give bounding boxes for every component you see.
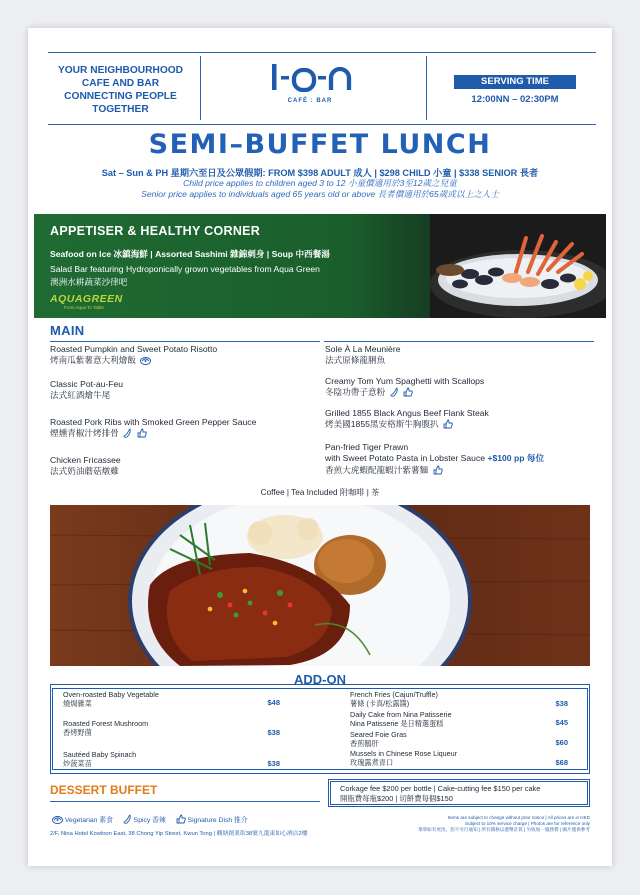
dish-name-line2: with Sweet Potato Pasta in Lobster Sauce <box>325 453 486 464</box>
corkage-zh: 開瓶費每瓶$200 | 切餅費每個$150 <box>340 794 453 803</box>
main-dish <box>50 455 121 478</box>
appetiser-banner <box>34 214 606 318</box>
addon-name: Oven-roasted Baby Vegetable <box>63 690 159 699</box>
dish-name-zh: 煙燻青椒汁烤排骨 <box>50 428 119 439</box>
main-rule <box>50 341 320 342</box>
addon-name: Sautéed Baby Spinach <box>63 750 137 759</box>
addon-name-zh: 香煎鵝肝 <box>350 739 379 749</box>
fine-print-line: Items are subject to change without prior notice | All prices are in HKD <box>447 815 590 820</box>
signature-dish-icon <box>137 428 147 438</box>
dish-name: Creamy Tom Yum Spaghetti with Scallops <box>325 376 485 386</box>
appetiser-items: Seafood on Ice 冰鎮海鮮 | Assorted Sashimi 雜錦刺身 | Soup 中西餐湯 <box>50 249 330 259</box>
salad-bar-line: Salad Bar featuring Hydroponically grown vegetables from Aqua Green <box>50 264 320 274</box>
surcharge: +$100 pp 每位 <box>487 453 545 464</box>
dish-name-zh: 法式奶油蘑菇燉雞 <box>50 466 119 477</box>
spicy-icon <box>123 814 132 824</box>
legend-signature: Signature Dish 推介 <box>187 817 248 824</box>
header-bottom-rule <box>48 124 596 125</box>
dish-name-zh: 烤南瓜紫薯意大利燴飯 <box>50 355 136 366</box>
dish-name: Sole À La Meunière <box>325 344 401 354</box>
beverage-note: Coffee | Tea Included 附咖啡 | 茶 <box>260 488 380 497</box>
addon-name-zh: 薯條 (卡真/松露醬) <box>350 699 410 709</box>
signature-dish-icon <box>443 419 453 429</box>
tagline-line: CONNECTING PEOPLE <box>64 91 177 102</box>
dish-name: Classic Pot-au-Feu <box>50 379 124 389</box>
addon-name: Seared Foie Gras <box>350 730 407 739</box>
logo-subtitle: CAFÉ : BAR <box>287 98 333 104</box>
aqua-green-logo <box>50 293 123 310</box>
spicy-icon <box>390 387 399 397</box>
addon-price: $38 <box>267 759 280 768</box>
fine-print-line: Subject to 10% service charge | Photos are for reference only <box>464 821 590 827</box>
addon-name-zh: 香烤野菌 <box>63 728 92 738</box>
addon-name: French Fries (Cajun/Truffle) <box>350 690 438 699</box>
addon-name-zh: 燒焗雜菜 <box>63 699 92 709</box>
header-divider <box>426 56 427 120</box>
addon-item <box>350 730 407 748</box>
senior-price-note: Senior price applies to individuals aged 65 years old or above 長者價適用於65歲或以上之人士 <box>141 189 499 199</box>
addon-price: $60 <box>555 738 568 747</box>
addon-name-zh: 炒菠菜苗 <box>63 759 92 769</box>
legend-vegetarian: Vegetarian 素食 <box>64 817 113 824</box>
addon-item <box>350 749 457 767</box>
corkage-en: Corkage fee $200 per bottle | Cake-cutting fee $150 per cake <box>340 784 541 793</box>
appetiser-title: APPETISER & HEALTHY CORNER <box>50 224 261 238</box>
icon-legend <box>50 814 254 824</box>
main-dish <box>325 344 400 367</box>
dish-name-zh: 法式紅酒燴牛尾 <box>50 390 111 401</box>
tagline-line: TOGETHER <box>92 104 149 115</box>
addon-name-zh: Nina Patisserie 是日精選蛋糕 <box>350 719 444 729</box>
addon-heading: ADD-ON <box>294 672 346 687</box>
dish-name-zh: 法式原條龍脷魚 <box>325 355 386 366</box>
addon-price: $38 <box>267 728 280 737</box>
seafood-photo <box>430 214 606 318</box>
addon-name: Mussels in Chinese Rose Liqueur <box>350 749 458 758</box>
dish-name: Chicken Fricassee <box>50 455 121 465</box>
spicy-icon <box>123 428 132 438</box>
aqua-green-tagline: From Aqua To Table <box>64 305 104 310</box>
addon-name-zh: 玫瑰露煮青口 <box>350 758 394 768</box>
addon-item <box>350 710 451 728</box>
main-dish <box>325 408 489 431</box>
salad-bar-line-zh: 澳洲水耕蔬菜沙律吧 <box>50 277 128 287</box>
signature-dish-icon <box>176 814 186 824</box>
header-divider <box>200 56 201 120</box>
aqua-green-wordmark: AQUAGREEN <box>50 293 123 305</box>
signature-dish-icon <box>403 387 413 397</box>
beef-dish-photo <box>50 505 590 666</box>
tagline-line: YOUR NEIGHBOURHOOD <box>57 65 184 76</box>
vegetarian-icon <box>52 815 63 824</box>
fine-print-line: 菜單如有更改，恕不另行通知 | 所有價格以港幣計算 | 另收加一服務費 | 圖片僅供參考 <box>417 827 590 833</box>
addon-item <box>63 719 148 737</box>
tagline-line: CAFE AND BAR <box>81 78 160 89</box>
dessert-heading: DESSERT BUFFET <box>50 783 158 797</box>
main-dish <box>325 376 484 399</box>
corkage-note <box>340 784 540 804</box>
vegetarian-icon <box>140 356 151 365</box>
menu-page <box>28 28 612 866</box>
fine-print <box>404 815 590 834</box>
signature-dish-icon <box>433 465 443 475</box>
header-top-rule <box>48 52 596 53</box>
dish-name: Pan-fried Tiger Prawn <box>325 442 409 452</box>
dish-name-zh: 冬陰功帶子意粉 <box>325 387 386 398</box>
address: 2/F, Nina Hotel Kowloon East, 38 Chong Yip Street, Kwun Tong | 觀塘創業街38號九龍東如心酒店2樓 <box>50 831 308 837</box>
serving-time-label: SERVING TIME <box>454 75 576 89</box>
dish-name: Grilled 1855 Black Angus Beef Flank Steak <box>325 408 489 418</box>
child-price-note: Child price applies to children aged 3 to 12 小童價適用於3至12歲之兒童 <box>183 178 457 188</box>
addon-name: Daily Cake from Nina Patisserie <box>350 710 452 719</box>
main-dish <box>50 344 217 367</box>
ion-logo-mark <box>250 60 370 96</box>
dish-name: Roasted Pumpkin and Sweet Potato Risotto <box>50 344 218 354</box>
dish-name-zh: 烤美國1855黑安格斯牛胸腹扒 <box>325 419 439 430</box>
main-dish <box>50 417 256 440</box>
ion-logo <box>240 60 380 104</box>
price-line: Sat – Sun & PH 星期六至日及公眾假期: FROM $398 ADULT 成人 | $298 CHILD 小童 | $338 SENIOR 長者 <box>101 168 539 178</box>
addon-price: $38 <box>555 699 568 708</box>
dish-name-zh: 香煎大虎蝦配龍蝦汁紫薯麵 <box>325 464 429 475</box>
tagline <box>48 64 193 116</box>
addon-item <box>350 690 438 708</box>
main-dish <box>50 379 123 402</box>
legend-spicy: Spicy 香辣 <box>133 817 166 824</box>
addon-item <box>63 690 159 708</box>
addon-price: $68 <box>555 758 568 767</box>
main-heading: MAIN <box>50 323 85 338</box>
main-rule-right <box>324 341 594 342</box>
addon-price: $45 <box>555 718 568 727</box>
addon-price: $48 <box>267 698 280 707</box>
addon-item <box>63 750 136 768</box>
serving-time-value: 12:00NN – 02:30PM <box>471 94 559 105</box>
dish-name: Roasted Pork Ribs with Smoked Green Pepper Sauce <box>50 417 257 427</box>
main-dish <box>325 442 544 476</box>
addon-name: Roasted Forest Mushroom <box>63 719 149 728</box>
dessert-rule <box>50 801 320 802</box>
page-title: SEMI–BUFFET LUNCH <box>148 129 492 160</box>
